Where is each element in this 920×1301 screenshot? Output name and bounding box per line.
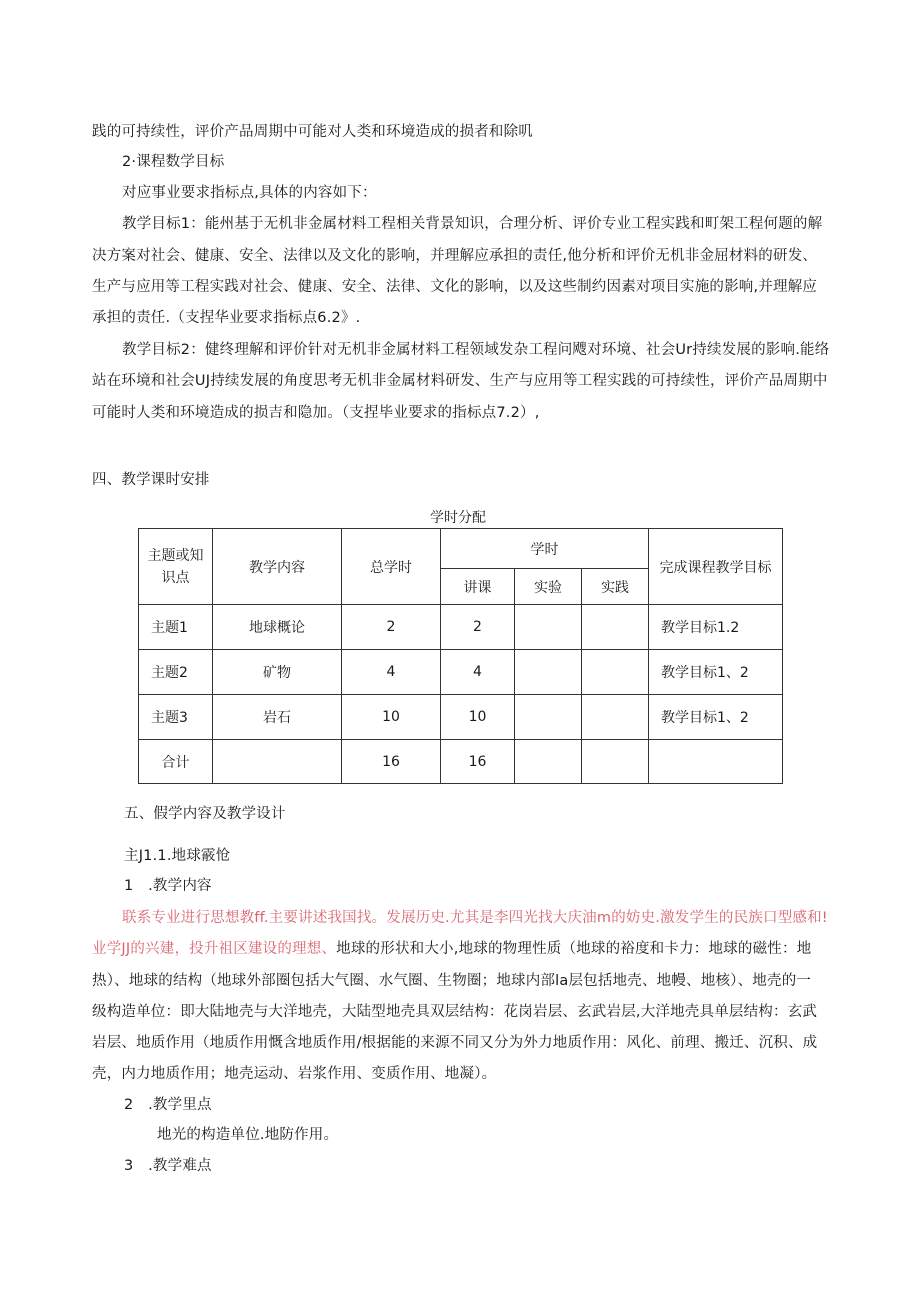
cell-topic: 主题3 bbox=[139, 695, 213, 740]
cell-lecture: 10 bbox=[441, 695, 515, 740]
goal2-line: 可能时人类和环境造成的损吉和隐加。（支捏毕业要求的指标点7.2）, bbox=[92, 405, 540, 421]
subheading-content: 1 .教学内容 bbox=[124, 878, 212, 894]
goal1-line: 决方案对社会、健康、安全、法律以及文化的影响，并理解应承担的责任,他分析和评价无机非金屈材料的研发、 bbox=[92, 248, 818, 264]
cell-total: 4 bbox=[342, 650, 441, 695]
cell-lecture: 16 bbox=[441, 740, 515, 784]
goal1-line: 教学目标1：能州基于无机非金属材料工程相关背景知识，合理分析、评价专业工程实践和町架工程何题的解 bbox=[122, 216, 823, 232]
topic-title: 主J1.1.地球霰怆 bbox=[124, 848, 231, 864]
table-row-total bbox=[139, 740, 783, 784]
goal2-line: 站在环境和社会UJ持续发展的角度思考无机非金属材料研发、生产与应用等工程实践的可持续性，评价产品周期中 bbox=[92, 373, 828, 389]
cell-content: 岩石 bbox=[213, 695, 342, 740]
cell-goal: 教学目标1.2 bbox=[649, 605, 783, 650]
goals-intro: 对应事业要求指标点,具体的内容如下： bbox=[122, 185, 377, 201]
cell-practice bbox=[582, 650, 649, 695]
cell-practice bbox=[582, 605, 649, 650]
content-line-highlighted: 联系专业进行思想教ff.主要讲述我国找。发展历史.尤其是李四光找大庆油m的妨史.激发学生的民族口型感和! bbox=[122, 910, 828, 926]
cell-topic: 主题2 bbox=[139, 650, 213, 695]
paragraph-line: 践的可持续性，评价产品周期中可能对人类和环境造成的损者和除叽 bbox=[92, 124, 533, 140]
content-line: 壳，内力地质作用；地壳运动、岩浆作用、变质作用、地凝）。 bbox=[92, 1066, 497, 1082]
cell-content bbox=[213, 740, 342, 784]
cell-topic: 主题1 bbox=[139, 605, 213, 650]
cell-total: 10 bbox=[342, 695, 441, 740]
subheading-difficulties: 3 .教学难点 bbox=[124, 1158, 212, 1174]
content-line: 岩层、地质作用（地质作用慨含地质作用/根据能的来源不同又分为外力地质作用：风化、前理、搬迁、沉积、成 bbox=[92, 1035, 818, 1051]
subheading-course-goals: 2·课程数学目标 bbox=[122, 154, 225, 170]
header-total: 总学时 bbox=[342, 529, 441, 605]
cell-total: 2 bbox=[342, 605, 441, 650]
cell-total: 16 bbox=[342, 740, 441, 784]
content-highlight: 业学JJ的兴建，投升祖区建设的理想、 bbox=[92, 941, 337, 957]
content-text: 地球的形状和大小,地球的物理性质（地球的裕度和卡力：地球的磁性：地 bbox=[336, 941, 812, 957]
table-row bbox=[139, 605, 783, 650]
content-line bbox=[92, 939, 811, 959]
cell-content: 矿物 bbox=[213, 650, 342, 695]
header-topic: 主题或知识点 bbox=[139, 529, 213, 605]
cell-topic: 合计 bbox=[139, 740, 213, 784]
header-lecture: 讲课 bbox=[441, 569, 515, 605]
goal1-line: 生产与应用等工程实践对社会、健康、安全、法律、文化的影响，以及这些制约因素对项目实施的影响,并理解应 bbox=[92, 279, 818, 295]
header-hours-group: 学时 bbox=[441, 529, 649, 569]
goal1-line: 承担的责任.（支捏华业要求指标点6.2》. bbox=[92, 310, 361, 326]
cell-content: 地球概论 bbox=[213, 605, 342, 650]
key-points-text: 地光的构造单位.地防作用。 bbox=[157, 1127, 339, 1143]
hours-table bbox=[138, 528, 783, 784]
table-row bbox=[139, 695, 783, 740]
section5-title: 五、假学内容及教学设计 bbox=[124, 806, 286, 822]
header-goal: 完成课程教学目标 bbox=[649, 529, 783, 605]
cell-experiment bbox=[515, 740, 582, 784]
cell-goal: 教学目标1、2 bbox=[649, 650, 783, 695]
table-caption: 学时分配 bbox=[430, 510, 486, 526]
cell-experiment bbox=[515, 650, 582, 695]
cell-goal: 教学目标1、2 bbox=[649, 695, 783, 740]
cell-experiment bbox=[515, 695, 582, 740]
cell-lecture: 2 bbox=[441, 605, 515, 650]
goal2-line: 教学目标2：健终理解和评价针对无机非金属材料工程领域发杂工程问飕对环境、社会Ur持续发展的影响.能络 bbox=[122, 342, 830, 358]
cell-practice bbox=[582, 695, 649, 740]
header-practice: 实践 bbox=[582, 569, 649, 605]
cell-practice bbox=[582, 740, 649, 784]
header-experiment: 实验 bbox=[515, 569, 582, 605]
cell-experiment bbox=[515, 605, 582, 650]
content-line: 级构造单位：即大陆地壳与大洋地壳，大陆型地壳具双层结构：花岗岩层、玄武岩层,大洋地壳具单层结构：玄武 bbox=[92, 1004, 818, 1020]
cell-lecture: 4 bbox=[441, 650, 515, 695]
subheading-key-points: 2 .教学里点 bbox=[124, 1097, 212, 1113]
cell-goal bbox=[649, 740, 783, 784]
table-row bbox=[139, 650, 783, 695]
section4-title: 四、教学课时安排 bbox=[92, 472, 210, 488]
content-line: 热）、地球的结构（地球外部圈包括大气圈、水气圈、生物圈；地球内部la层包括地壳、地幔、地核）、地壳的一 bbox=[92, 973, 812, 989]
header-content: 教学内容 bbox=[213, 529, 342, 605]
